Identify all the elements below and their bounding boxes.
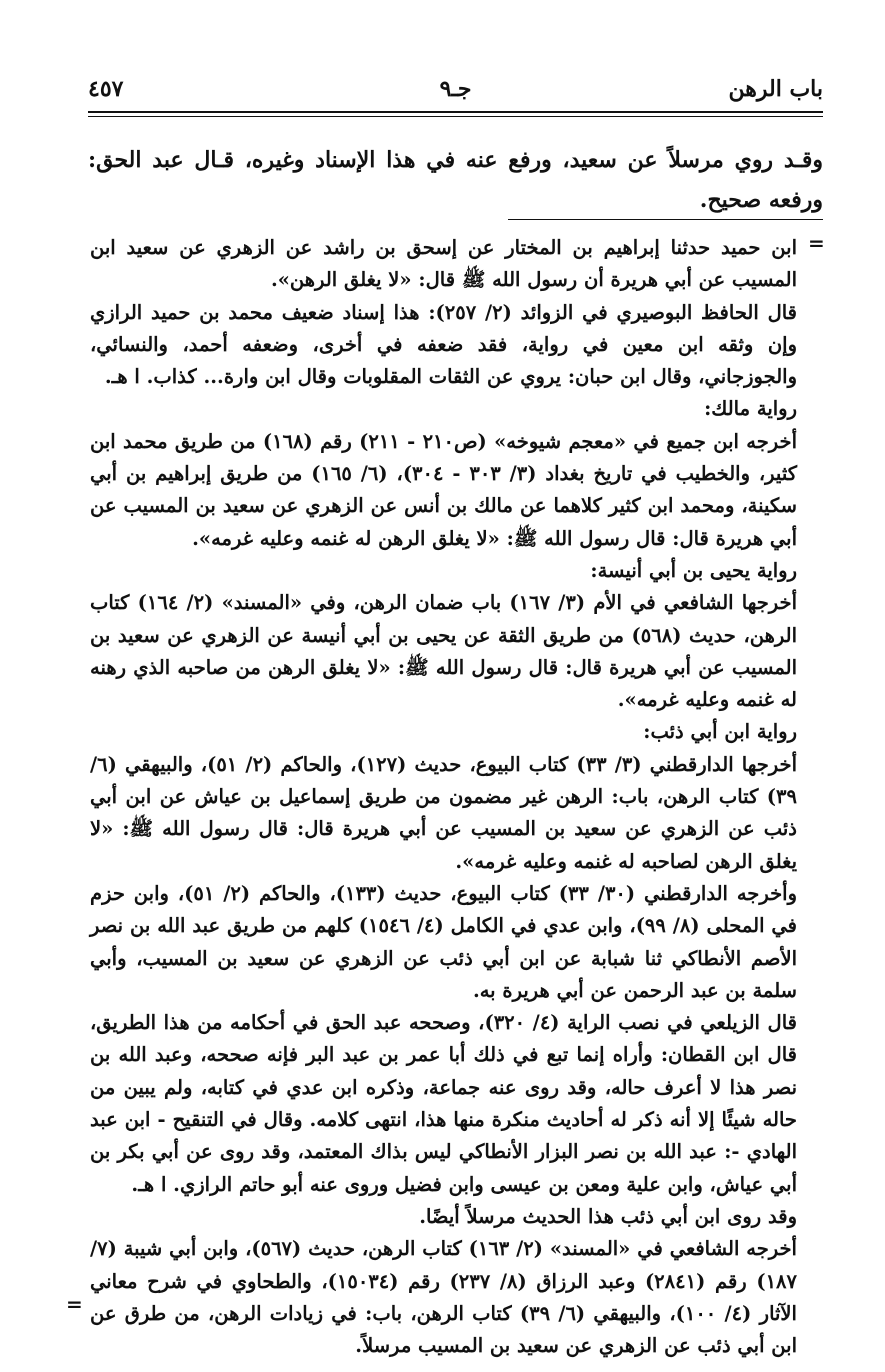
footnote-subheading: رواية مالك:: [704, 397, 797, 421]
page-number: ٤٥٧: [88, 76, 124, 102]
footnote-paragraph: قال الحافظ البوصيري في الزوائد (٢/ ٢٥٧): هذا إسناد ضعيف محمد بن حميد الرازي وإن وثقه ابن معين في رواية، فقد ضعفه في أخرى، وضعفه أحمد، والنسائي، والجوزجاني، وقال ابن حبان: يروي عن الثقات المقلوبات وقال ابن وارة... كذاب. ا هـ.: [90, 300, 797, 389]
footnote-paragraph: وأخرجه الدارقطني (٣٠/ ٣٣) كتاب البيوع، حديث (١٣٣)، والحاكم (٢/ ٥١)، وابن حزم في المحلى (٨/ ٩٩)، وابن عدي في الكامل (٤/ ١٥٤٦) كلهم من طريق عبد الله بن نصر الأصم الأنطاكي ثنا شبابة عن ابن أبي ذئب عن الزهري عن سعيد بن المسيب، وأبي سلمة بن عبد الرحمن عن أبي هريرة به.: [90, 881, 797, 1002]
chapter-title: باب الرهن: [728, 76, 823, 102]
footnotes: [90, 232, 797, 1362]
footnote-paragraph: أخرجه الشافعي في «المسند» (٢/ ١٦٣) كتاب الرهن، حديث (٥٦٧)، وابن أبي شيبة (٧/ ١٨٧) رقم (٢٨٤١) وعبد الرزاق (٨/ ٢٣٧) رقم (١٥٠٣٤)، والطحاوي في شرح معاني الآثار (٤/ ١٠٠)، والبيهقي (٦/ ٣٩) كتاب الرهن، باب: في زيادات الرهن، من طرق عن ابن أبي ذئب عن الزهري عن سعيد بن المسيب مرسلاً.: [90, 1237, 797, 1358]
footnote-paragraph: قال الزيلعي في نصب الراية (٤/ ٣٢٠)، وصححه عبد الحق في أحكامه من هذا الطريق، قال ابن القطان: وأراه إنما تبع في ذلك أبا عمر بن عبد البر فإنه صححه، وعبد الله بن نصر هذا لا أعرف حاله، وقد روى عنه جماعة، وذكره ابن عدي في كتابه، ولم يبين من حاله شيئًا إلا أنه ذكر له أحاديث منكرة منها هذا، انتهى كلامه. وقال في التنقيح - ابن عبد الهادي -: عبد الله بن نصر البزار الأنطاكي ليس بذاك المعتمد، وقد روى عن أبي بكر بن أبي عياش، وابن علية ومعن بن عيسى وابن فضيل وروى عنه أبو حاتم الرازي. ا هـ.: [90, 1011, 797, 1196]
footnote-paragraph: أخرجها الشافعي في الأم (٣/ ١٦٧) باب ضمان الرهن، وفي «المسند» (٢/ ١٦٤) كتاب الرهن، حديث (٥٦٨) من طريق الثقة عن يحيى بن أبي أنيسة عن الزهري عن سعيد بن المسيب عن أبي هريرة قال: قال رسول الله ﷺ: «لا يغلق الرهن من صاحبه الذي رهنه له غنمه وعليه غرمه».: [90, 591, 798, 712]
volume-label: جـ٩: [439, 76, 472, 102]
footnote-paragraph: ابن حميد حدثنا إبراهيم بن المختار عن إسحق بن راشد عن الزهري عن سعيد ابن المسيب عن أبي هريرة أن رسول الله ﷺ قال: «لا يغلق الرهن».: [90, 236, 797, 292]
footnote-continuation-mark-bottom: =: [66, 1292, 83, 1316]
page-header: [88, 74, 823, 104]
main-text: وقـد روي مرسلاً عن سعيد، ورفع عنه في هذا الإسناد وغيره، قـال عبد الحق: ورفعه صحيح.: [88, 147, 823, 213]
header-rule-thick: [88, 111, 823, 113]
footnote-paragraph: أخرجها الدارقطني (٣/ ٣٣) كتاب البيوع، حديث (١٢٧)، والحاكم (٢/ ٥١)، والبيهقي (٦/ ٣٩) كتاب الرهن، باب: الرهن غير مضمون من طريق إسماعيل بن عياش عن ابن أبي ذئب عن الزهري عن سعيد بن المسيب عن أبي هريرة قال: قال رسول الله ﷺ: «لا يغلق الرهن لصاحبه له غنمه وعليه غرمه».: [90, 752, 797, 873]
header-rule-thin: [88, 116, 823, 117]
footnote-subheading: رواية ابن أبي ذئب:: [643, 720, 797, 744]
footnote-paragraph: وقد روى ابن أبي ذئب هذا الحديث مرسلاً أيضًا.: [419, 1204, 797, 1228]
footnote-continuation-mark-top: =: [808, 231, 825, 255]
footnote-separator: [508, 219, 823, 220]
footnote-subheading: رواية يحيى بن أبي أنيسة:: [590, 558, 797, 582]
footnote-paragraph: أخرجه ابن جميع في «معجم شيوخه» (ص٢١٠ - ٢١١) رقم (١٦٨) من طريق محمد ابن كثير، والخطيب في تاريخ بغداد (٣/ ٣٠٣ - ٣٠٤)، (٦/ ١٦٥) من طريق إبراهيم بن أبي سكينة، ومحمد ابن كثير كلاهما عن مالك بن أنس عن الزهري عن سعيد بن المسيب عن أبي هريرة قال: قال رسول الله ﷺ: «لا يغلق الرهن له غنمه وعليه غرمه».: [90, 429, 798, 550]
